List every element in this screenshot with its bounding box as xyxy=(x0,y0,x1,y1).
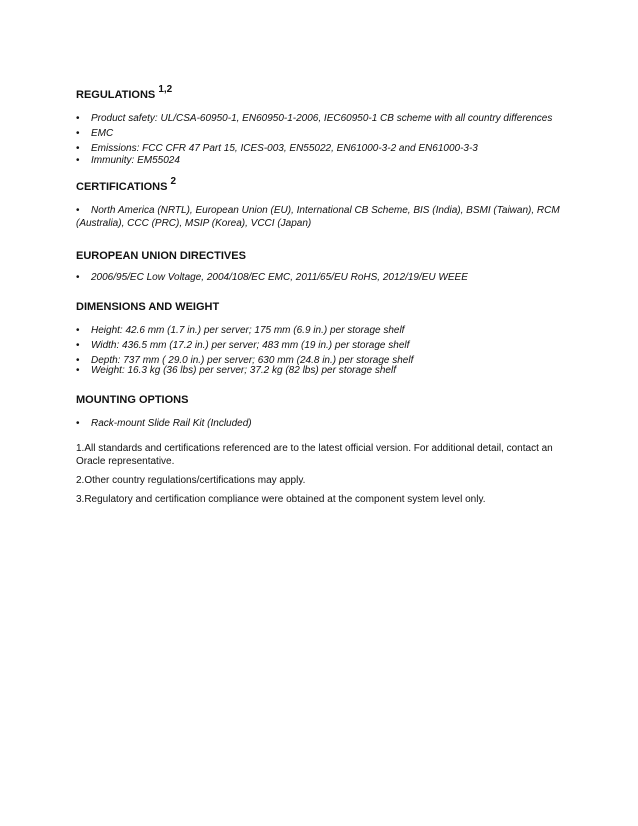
bullet-icon: • xyxy=(76,128,80,139)
eu-directives-heading: EUROPEAN UNION DIRECTIVES xyxy=(76,250,246,262)
footnote-1: 1.All standards and certifications referenced are to the latest official version. For additional detail, contact an Oracle representative. xyxy=(76,443,553,467)
regulations-section xyxy=(76,84,566,167)
regulation-product-safety: Product safety: UL/CSA-60950-1, EN60950-1-2006, IEC60950-1 CB scheme with all country differences xyxy=(91,113,553,124)
list-item xyxy=(76,364,566,377)
list-item xyxy=(76,271,566,284)
bullet-icon: • xyxy=(76,155,80,166)
certifications-heading xyxy=(76,176,566,194)
list-item xyxy=(76,324,566,337)
certifications-title: CERTIFICATIONS xyxy=(76,181,168,193)
regulation-immunity: Immunity: EM55024 xyxy=(91,155,180,166)
mounting-section xyxy=(76,393,566,430)
bullet-icon: • xyxy=(76,365,80,376)
dimensions-heading: DIMENSIONS AND WEIGHT xyxy=(76,301,220,313)
list-item xyxy=(76,339,566,352)
regulations-heading xyxy=(76,84,566,102)
regulations-footnote-ref: 1,2 xyxy=(158,84,173,96)
footnote-3: 3.Regulatory and certification compliance were obtained at the component system level only. xyxy=(76,494,486,505)
footnote-2: 2.Other country regulations/certifications may apply. xyxy=(76,475,306,486)
mounting-option: Rack-mount Slide Rail Kit (Included) xyxy=(91,418,252,429)
list-item xyxy=(76,112,566,125)
list-item xyxy=(76,127,566,140)
list-item xyxy=(76,204,566,230)
bullet-icon: • xyxy=(76,272,80,283)
bullet-icon: • xyxy=(76,418,80,429)
bullet-icon: • xyxy=(76,113,80,124)
certifications-footnote-ref: 2 xyxy=(170,176,177,188)
regulation-emc: EMC xyxy=(91,128,114,139)
certification-regions: North America (NRTL), European Union (EU), International CB Scheme, BIS (India), BSMI (Taiwan), RCM (Australia), CCC (PRC), MSIP (Korea), VCCI (Japan) xyxy=(76,205,560,229)
dimension-depth: Depth: 737 mm ( 29.0 in.) per server; 630 mm (24.8 in.) per storage shelf xyxy=(91,355,414,366)
bullet-icon: • xyxy=(76,340,80,351)
list-item xyxy=(76,417,566,430)
certifications-section xyxy=(76,176,566,230)
bullet-icon: • xyxy=(76,355,80,366)
eu-directive-list: 2006/95/EC Low Voltage, 2004/108/EC EMC, 2011/65/EU RoHS, 2012/19/EU WEEE xyxy=(91,272,468,283)
list-item xyxy=(76,154,566,167)
dimension-width: Width: 436.5 mm (17.2 in.) per server; 483 mm (19 in.) per storage shelf xyxy=(91,340,410,351)
spec-page xyxy=(76,84,566,506)
footnotes-section xyxy=(76,442,566,506)
eu-directives-section xyxy=(76,249,566,284)
regulations-title: REGULATIONS xyxy=(76,89,156,101)
bullet-icon: • xyxy=(76,143,80,154)
dimension-weight: Weight: 16.3 kg (36 lbs) per server; 37.2 kg (82 lbs) per storage shelf xyxy=(91,365,396,376)
mounting-heading: MOUNTING OPTIONS xyxy=(76,394,189,406)
dimensions-section xyxy=(76,300,566,377)
dimension-height: Height: 42.6 mm (1.7 in.) per server; 175 mm (6.9 in.) per storage shelf xyxy=(91,325,405,336)
regulation-emissions: Emissions: FCC CFR 47 Part 15, ICES-003, EN55022, EN61000-3-2 and EN61000-3-3 xyxy=(91,143,478,154)
bullet-icon: • xyxy=(76,205,80,216)
bullet-icon: • xyxy=(76,325,80,336)
